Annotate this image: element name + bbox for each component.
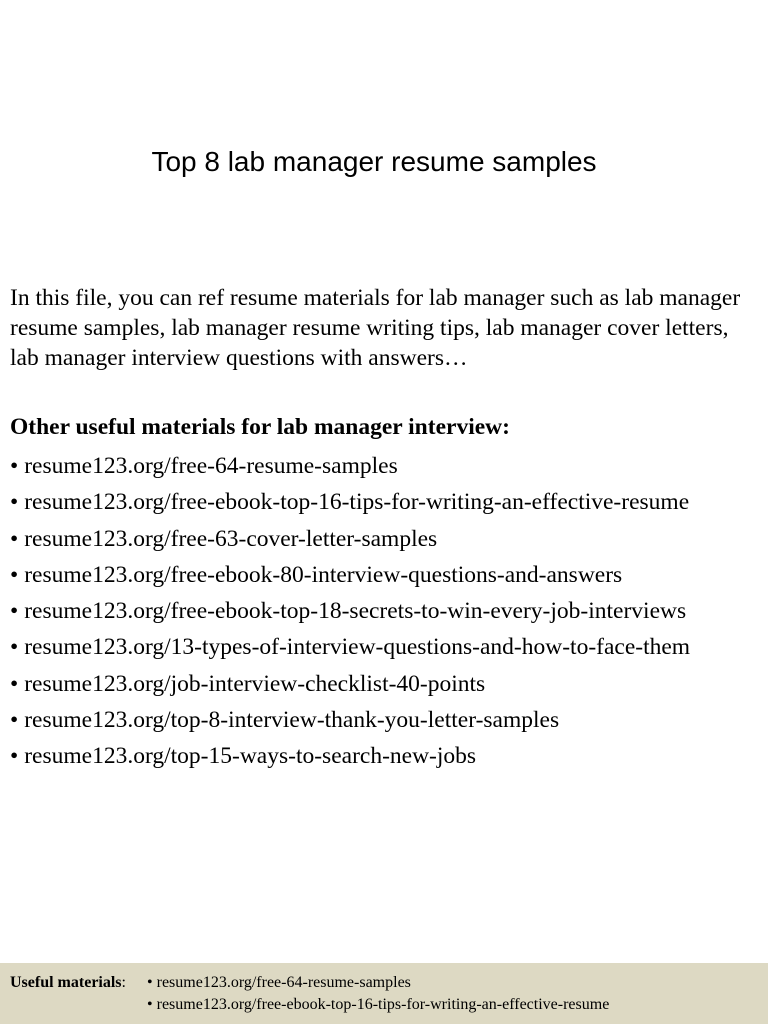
footer-bar: [0, 963, 768, 1024]
footer-list: [147, 972, 609, 1016]
material-link[interactable]: resume123.org/free-ebook-top-18-secrets-to-win-every-job-interviews: [24, 598, 687, 625]
materials-list-item[interactable]: [10, 557, 766, 593]
material-link[interactable]: resume123.org/free-64-resume-samples: [24, 453, 398, 479]
footer-list-item[interactable]: [147, 972, 609, 994]
material-link[interactable]: resume123.org/free-ebook-top-16-tips-for-writing-an-effective-resume: [24, 489, 690, 516]
footer-list-item[interactable]: [147, 994, 609, 1016]
bullet-icon: •: [10, 670, 19, 697]
page-title: Top 8 lab manager resume samples: [151, 146, 597, 177]
material-link[interactable]: resume123.org/13-types-of-interview-questions-and-how-to-face-them: [24, 634, 691, 661]
material-link[interactable]: resume123.org/top-8-interview-thank-you-letter-samples: [24, 707, 560, 734]
footer-link[interactable]: resume123.org/free-ebook-top-16-tips-for-writing-an-effective-resume: [156, 996, 610, 1013]
material-link[interactable]: resume123.org/free-ebook-80-interview-questions-and-answers: [24, 561, 623, 588]
material-link[interactable]: resume123.org/free-63-cover-letter-samples: [24, 525, 438, 552]
bullet-icon: •: [10, 453, 19, 479]
footer-label-separator: :: [121, 974, 126, 991]
materials-list-item[interactable]: [10, 738, 766, 774]
material-link[interactable]: resume123.org/top-15-ways-to-search-new-jobs: [24, 743, 477, 770]
materials-list-item[interactable]: [10, 521, 766, 557]
materials-heading: Other useful materials for lab manager interview:: [10, 414, 510, 440]
footer-link[interactable]: resume123.org/free-64-resume-samples: [156, 974, 411, 991]
bullet-icon: •: [10, 743, 19, 770]
material-link[interactable]: resume123.org/job-interview-checklist-40-points: [24, 670, 486, 697]
bullet-icon: •: [10, 489, 19, 516]
materials-list-item[interactable]: [10, 629, 766, 665]
materials-list-item[interactable]: [10, 448, 766, 484]
materials-list: [10, 448, 766, 775]
bullet-icon: •: [10, 598, 19, 625]
bullet-icon: •: [147, 974, 153, 991]
materials-list-item[interactable]: [10, 484, 766, 520]
bullet-icon: •: [10, 634, 19, 661]
bullet-icon: •: [10, 525, 19, 552]
footer-label-text: Useful materials: [10, 974, 122, 991]
bullet-icon: •: [10, 707, 19, 734]
intro-paragraph: In this file, you can ref resume materials for lab manager such as lab manager resume samples, lab manager resume writing tips, lab manager cover letters, lab manager interview questions with answers…: [10, 285, 741, 371]
materials-list-item[interactable]: [10, 666, 766, 702]
materials-list-item[interactable]: [10, 593, 766, 629]
footer-label: [10, 972, 126, 994]
materials-list-item[interactable]: [10, 702, 766, 738]
bullet-icon: •: [10, 561, 19, 588]
bullet-icon: •: [147, 996, 153, 1013]
